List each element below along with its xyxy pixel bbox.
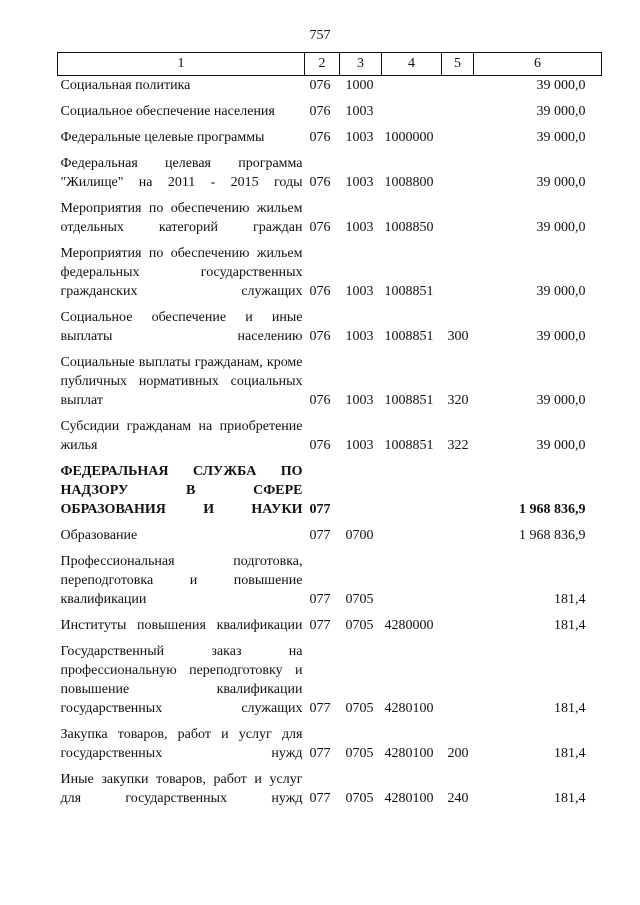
row-sum: 181,4 [554, 618, 586, 633]
row-code-vr [442, 128, 474, 147]
row-code-vr [442, 199, 474, 237]
row-sum: 1 968 836,9 [519, 502, 586, 517]
row-name: Социальная политика [60, 78, 191, 93]
row-sum: 181,4 [554, 701, 586, 716]
table-row [58, 308, 602, 346]
row-code-rz: 0705 [345, 791, 374, 806]
table-row [58, 725, 602, 763]
table-row [58, 128, 602, 147]
row-sum: 39 000,0 [536, 104, 586, 119]
header-col-3: 3 [340, 53, 382, 76]
row-code-cs: 1008851 [384, 329, 434, 344]
row-code-rz: 0705 [345, 746, 374, 761]
row-spacer-cell [58, 346, 602, 353]
row-code-vr [442, 616, 474, 635]
row-spacer-cell [58, 519, 602, 526]
row-code-rz: 1003 [345, 220, 374, 235]
row-code-gr: 076 [309, 284, 331, 299]
row-sum: 39 000,0 [536, 438, 586, 453]
row-spacer [58, 763, 602, 770]
row-code-gr: 076 [309, 393, 331, 408]
row-code-rz: 1003 [345, 438, 374, 453]
row-name: Профессиональная подготовка, переподготовка и повышение квалификации [60, 554, 303, 607]
row-code-gr: 076 [309, 329, 331, 344]
row-spacer-cell [58, 237, 602, 244]
row-sum: 1 968 836,9 [519, 528, 586, 543]
row-spacer [58, 455, 602, 462]
row-spacer [58, 147, 602, 154]
row-name: Социальное обеспечение и иные выплаты населению [60, 310, 303, 344]
table-row [58, 353, 602, 410]
row-code-cs: 4280000 [384, 618, 434, 633]
row-code-vr [442, 526, 474, 545]
row-spacer [58, 635, 602, 642]
row-spacer-cell [58, 545, 602, 552]
row-spacer-cell [58, 192, 602, 199]
row-name: ФЕДЕРАЛЬНАЯ СЛУЖБА ПО НАДЗОРУ В СФЕРЕ ОБРАЗОВАНИЯ И НАУКИ [60, 464, 303, 517]
row-spacer [58, 346, 602, 353]
page-number: 757 [309, 28, 331, 43]
row-name: Иные закупки товаров, работ и услуг для государственных нужд [60, 772, 303, 806]
row-code-vr: 200 [447, 746, 469, 761]
row-code-cs [382, 552, 442, 609]
row-code-cs [382, 462, 442, 519]
table-row [58, 770, 602, 808]
header-col-6: 6 [474, 53, 602, 76]
table-row [58, 76, 602, 96]
row-name: Образование [60, 528, 138, 543]
row-code-gr: 077 [309, 528, 331, 543]
row-code-rz: 0705 [345, 592, 374, 607]
row-code-gr: 076 [309, 175, 331, 190]
row-spacer [58, 718, 602, 725]
row-code-rz [340, 462, 382, 519]
row-code-rz: 1003 [345, 130, 374, 145]
row-sum: 181,4 [554, 791, 586, 806]
row-code-rz: 0705 [345, 618, 374, 633]
row-name: Закупка товаров, работ и услуг для государственных нужд [60, 727, 303, 761]
row-code-gr: 077 [309, 791, 331, 806]
row-sum: 39 000,0 [536, 284, 586, 299]
row-name: Федеральная целевая программа "Жилище" на 2011 - 2015 годы [60, 156, 303, 190]
row-sum: 39 000,0 [536, 329, 586, 344]
row-name: Институты повышения квалификации [60, 618, 303, 633]
row-code-rz: 1000 [345, 78, 374, 93]
row-code-vr: 320 [447, 393, 469, 408]
header-col-2: 2 [305, 53, 340, 76]
row-spacer [58, 545, 602, 552]
row-code-vr [442, 76, 474, 96]
row-code-vr: 240 [447, 791, 469, 806]
row-spacer [58, 609, 602, 616]
row-spacer [58, 519, 602, 526]
row-code-cs: 4280100 [384, 701, 434, 716]
row-spacer [58, 410, 602, 417]
row-name: Социальное обеспечение населения [60, 104, 275, 119]
table-row [58, 552, 602, 609]
row-code-gr: 077 [309, 618, 331, 633]
row-spacer [58, 121, 602, 128]
row-spacer [58, 301, 602, 308]
row-sum: 39 000,0 [536, 220, 586, 235]
header-col-4: 4 [382, 53, 442, 76]
row-code-rz: 1003 [345, 104, 374, 119]
row-code-rz: 0700 [345, 528, 374, 543]
row-spacer [58, 237, 602, 244]
row-code-gr: 076 [309, 220, 331, 235]
table-row [58, 526, 602, 545]
header-col-1: 1 [58, 53, 305, 76]
row-spacer-cell [58, 609, 602, 616]
row-spacer-cell [58, 121, 602, 128]
row-name: Мероприятия по обеспечению жильем отдельных категорий граждан [60, 201, 303, 235]
row-code-cs: 1008800 [384, 175, 434, 190]
row-code-cs: 1000000 [384, 130, 434, 145]
table-row [58, 244, 602, 301]
row-sum: 39 000,0 [536, 130, 586, 145]
row-name: Федеральные целевые программы [60, 130, 265, 145]
row-code-vr [442, 462, 474, 519]
table-row [58, 417, 602, 455]
row-code-gr: 076 [309, 130, 331, 145]
row-sum: 39 000,0 [536, 175, 586, 190]
row-spacer [58, 192, 602, 199]
row-spacer-cell [58, 410, 602, 417]
header-col-5: 5 [442, 53, 474, 76]
row-code-vr: 322 [447, 438, 469, 453]
row-code-gr: 077 [309, 701, 331, 716]
row-code-cs [382, 526, 442, 545]
row-code-gr: 077 [309, 502, 331, 517]
table-row [58, 154, 602, 192]
row-spacer [58, 95, 602, 102]
row-spacer-cell [58, 301, 602, 308]
row-spacer-cell [58, 95, 602, 102]
row-code-rz: 0705 [345, 701, 374, 716]
row-code-rz: 1003 [345, 329, 374, 344]
row-code-vr [442, 642, 474, 718]
row-code-rz: 1003 [345, 284, 374, 299]
row-code-vr [442, 244, 474, 301]
row-spacer-cell [58, 635, 602, 642]
row-name: Государственный заказ на профессиональную переподготовку и повышение квалификации государственных служащих [60, 644, 303, 716]
row-code-gr: 077 [309, 746, 331, 761]
row-spacer-cell [58, 147, 602, 154]
row-code-cs: 1008851 [384, 438, 434, 453]
table-header-row [58, 53, 602, 76]
row-sum: 39 000,0 [536, 393, 586, 408]
row-code-gr: 076 [309, 438, 331, 453]
row-code-gr: 076 [309, 104, 331, 119]
row-code-vr [442, 154, 474, 192]
row-sum: 181,4 [554, 746, 586, 761]
row-code-rz: 1003 [345, 393, 374, 408]
row-code-cs: 4280100 [384, 791, 434, 806]
row-code-vr [442, 552, 474, 609]
row-code-gr: 077 [309, 592, 331, 607]
row-name: Мероприятия по обеспечению жильем федеральных государственных гражданских служащих [60, 246, 303, 299]
row-spacer-cell [58, 763, 602, 770]
table-row [58, 616, 602, 635]
row-name: Субсидии гражданам на приобретение жилья [60, 419, 303, 453]
row-code-gr: 076 [309, 78, 331, 93]
row-code-cs: 1008851 [384, 393, 434, 408]
row-sum: 181,4 [554, 592, 586, 607]
budget-table [57, 52, 602, 808]
row-code-cs [382, 102, 442, 121]
table-row [58, 462, 602, 519]
table-body [58, 76, 602, 809]
table-row [58, 102, 602, 121]
row-code-cs [382, 76, 442, 96]
row-name: Социальные выплаты гражданам, кроме публичных нормативных социальных выплат [60, 355, 303, 408]
row-code-vr: 300 [447, 329, 469, 344]
table-row [58, 199, 602, 237]
row-code-cs: 1008851 [384, 284, 434, 299]
row-code-rz: 1003 [345, 175, 374, 190]
row-spacer-cell [58, 718, 602, 725]
row-spacer-cell [58, 455, 602, 462]
table-row [58, 642, 602, 718]
row-code-vr [442, 102, 474, 121]
row-sum: 39 000,0 [536, 78, 586, 93]
row-code-cs: 4280100 [384, 746, 434, 761]
row-code-cs: 1008850 [384, 220, 434, 235]
